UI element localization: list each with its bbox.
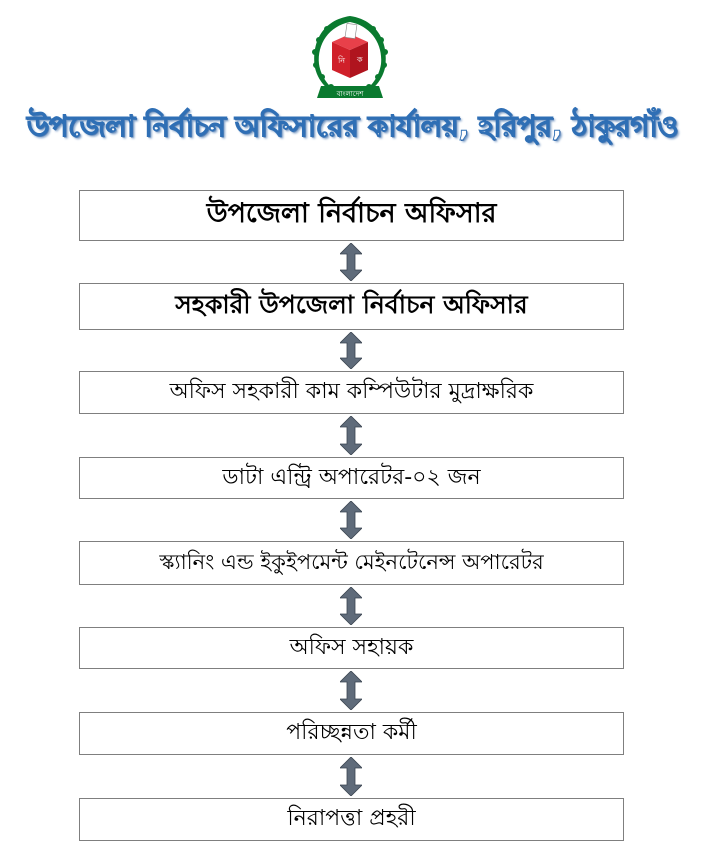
double-arrow-icon: [340, 757, 362, 796]
double-arrow-icon: [340, 332, 362, 369]
org-box-upazila-election-officer: উপজেলা নির্বাচন অফিসার: [79, 190, 624, 241]
double-arrow-icon: [340, 671, 362, 710]
logo-box-letter: ক: [357, 55, 363, 64]
double-arrow-icon: [340, 587, 362, 625]
ballot-box-icon: [332, 23, 368, 78]
double-arrow-icon: [340, 243, 362, 281]
org-box-scanning-maintenance-operator: স্ক্যানিং এন্ড ইকুইপমেন্ট মেইনটেনেন্স অপারেটর: [79, 541, 624, 585]
election-commission-logo: [305, 10, 395, 102]
logo-text: বাংলাদেশ: [336, 90, 364, 98]
org-box-assistant-election-officer: সহকারী উপজেলা নির্বাচন অফিসার: [79, 283, 624, 330]
logo-box-letter: নি: [338, 56, 346, 65]
page-title: উপজেলা নির্বাচন অফিসারের কার্যালয়, হরিপুর, ঠাকুরগাঁও: [26, 109, 679, 143]
double-arrow-icon: [340, 501, 362, 539]
org-box-data-entry-operator: ডাটা এন্ট্রি অপারেটর-০২ জন: [79, 457, 624, 499]
org-box-office-helper: অফিস সহায়ক: [79, 627, 624, 669]
org-box-office-assistant-typist: অফিস সহকারী কাম কম্পিউটার মুদ্রাক্ষরিক: [79, 371, 624, 414]
org-box-security-guard: নিরাপত্তা প্রহরী: [79, 798, 624, 841]
org-box-cleaner: পরিচ্ছন্নতা কর্মী: [79, 712, 624, 755]
double-arrow-icon: [340, 416, 362, 455]
